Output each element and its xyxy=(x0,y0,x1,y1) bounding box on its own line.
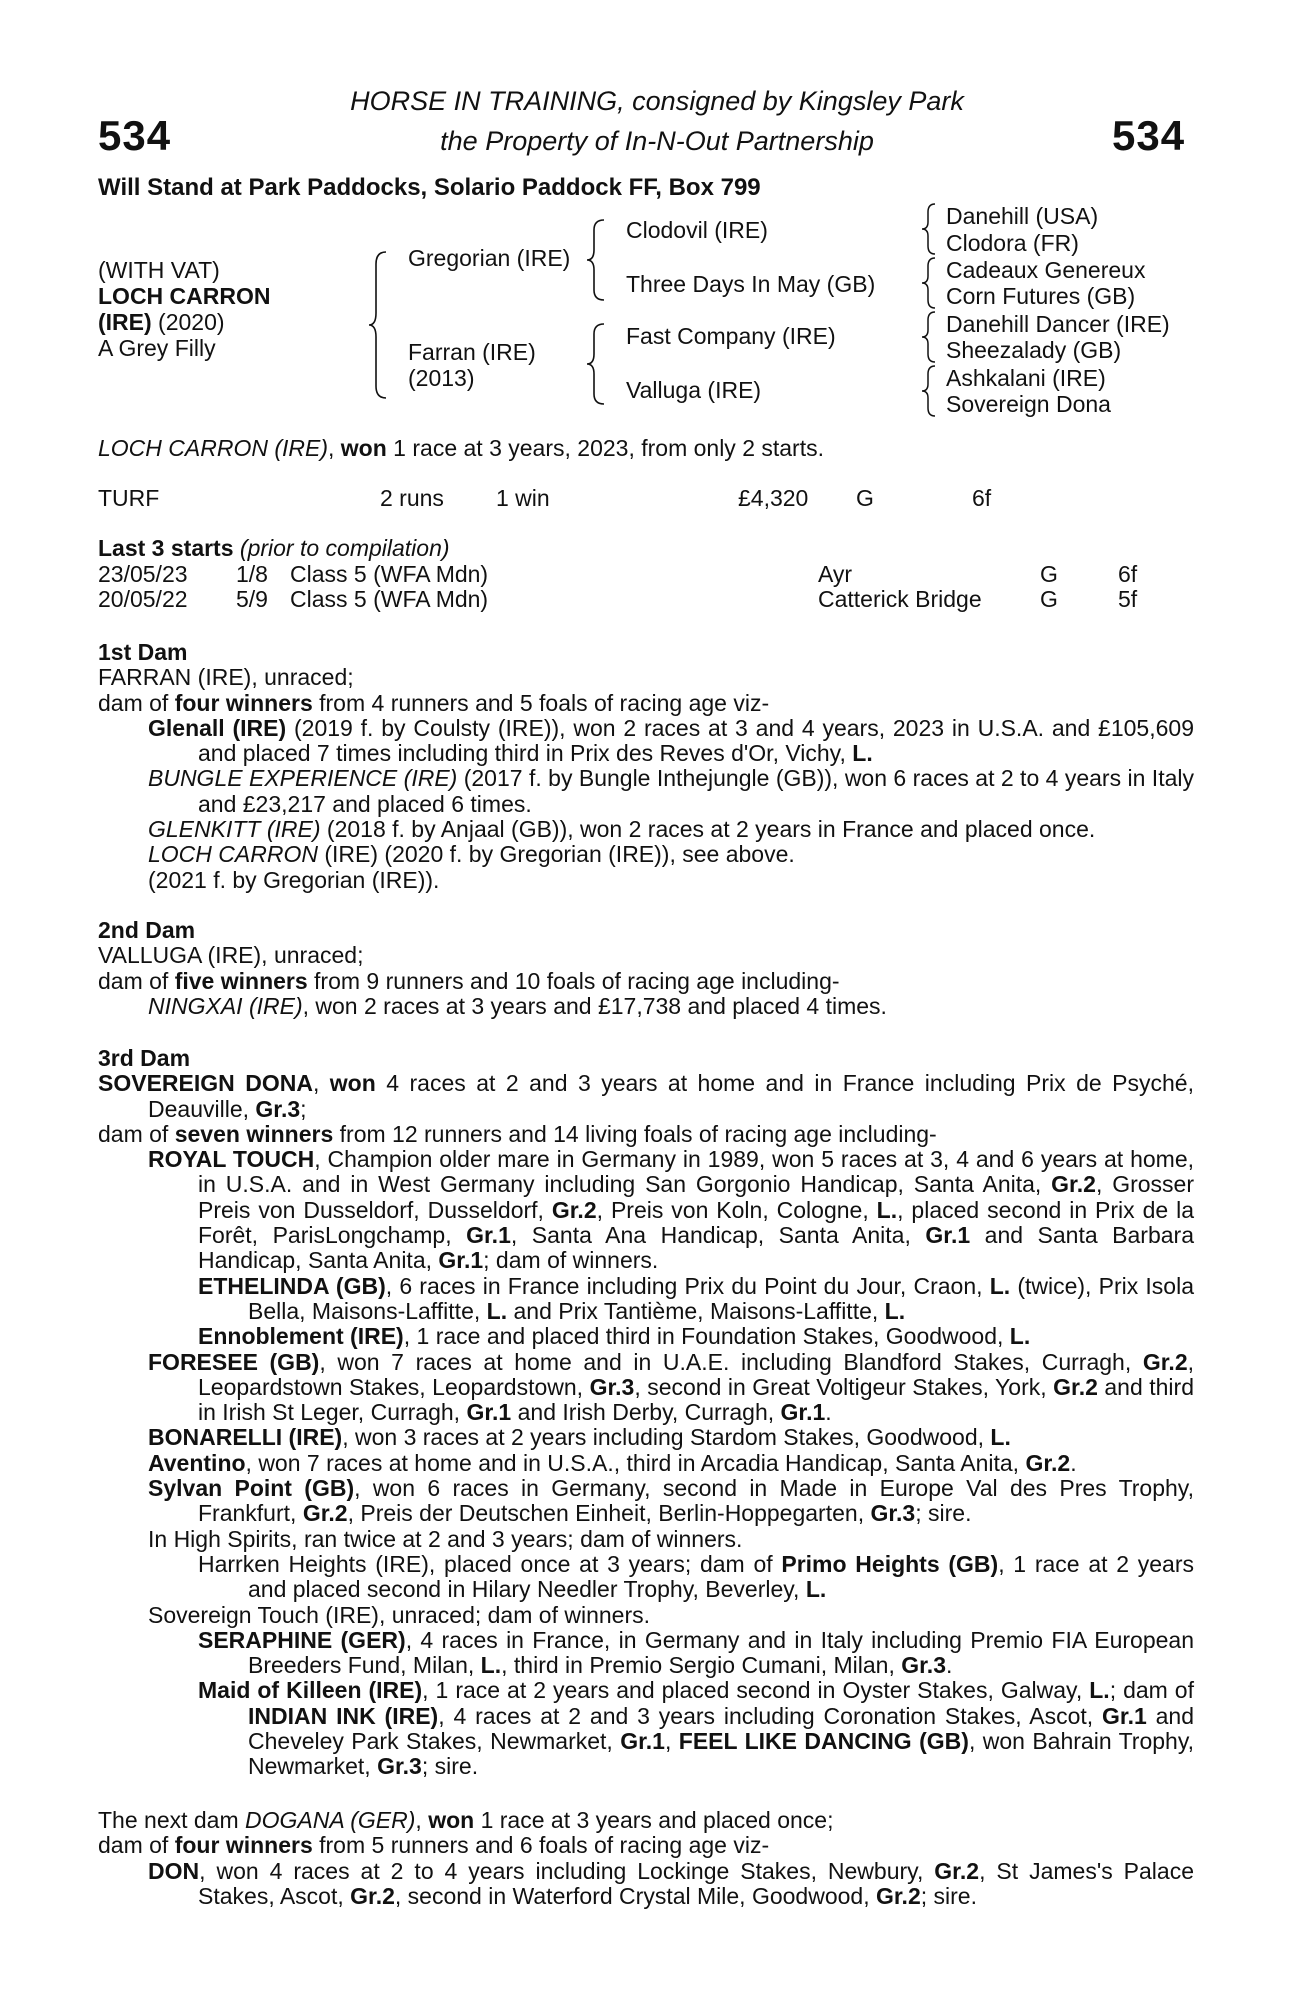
text-fragment: , won 3 races at 2 years including Stardom Stakes, Goodwood, xyxy=(342,1424,991,1451)
last-start-class: Class 5 (WFA Mdn) xyxy=(290,561,489,587)
text-fragment: (2018 f. by Anjaal (GB)), won 2 races at 2 years in France and placed once. xyxy=(320,816,1096,843)
first-dam-heading: 1st Dam xyxy=(98,639,188,665)
text-fragment: , won 4 races at 2 to 4 years including Lockinge Stakes, Newbury, xyxy=(199,1857,935,1884)
text-fragment: Aventino xyxy=(148,1449,246,1476)
first-dam-section xyxy=(98,640,1194,893)
third-dam-line xyxy=(98,1071,1194,1122)
text-fragment: FORESEE (GB) xyxy=(148,1348,320,1375)
text-fragment: from 4 runners and 5 foals of racing age viz- xyxy=(312,689,770,716)
text-fragment: Harrken Heights (IRE), placed once at 3 years; dam of xyxy=(198,1550,782,1577)
text-fragment: L. xyxy=(805,1576,827,1603)
text-fragment: , won 7 races at home and in U.A.E. including Blandford Stakes, Curragh, xyxy=(319,1348,1143,1375)
text-fragment: Gr.2 xyxy=(302,1500,348,1527)
horse-country: (IRE) xyxy=(98,309,152,335)
text-fragment: Glenall (IRE) xyxy=(148,714,287,741)
offspring-don xyxy=(98,1859,1194,1910)
text-fragment: , Champion older mare in Germany in 1989, won 5 races at 3, 4 and 6 years at home, in U.S.A. and in West Germany including San Gorgonio Handicap, Santa Anita, xyxy=(198,1146,1194,1198)
text-fragment: ; dam of winners. xyxy=(483,1247,659,1274)
last-start-pos: 1/8 xyxy=(236,561,268,587)
pedigree-brace-main xyxy=(368,250,390,400)
text-fragment: five winners xyxy=(174,967,308,994)
last-start-dist: 5f xyxy=(1118,586,1138,612)
offspring-glenall xyxy=(98,716,1194,767)
text-fragment: SERAPHINE (GER) xyxy=(198,1626,406,1653)
pedigree-dds: Ashkalani (IRE) xyxy=(946,365,1106,391)
offspring-sovereign-touch: Sovereign Touch (IRE), unraced; dam of winners. xyxy=(148,1601,650,1628)
text-fragment: won xyxy=(329,1070,376,1097)
text-fragment: (2019 f. by Coulsty (IRE)), won 2 races at 3 and 4 years, 2023 in U.S.A. and £105,609 and placed 7 times including third in Prix des Reves d'Or, Vichy, xyxy=(198,714,1194,767)
text-fragment: ; dam of xyxy=(1109,1677,1194,1704)
text-fragment: ; sire. xyxy=(421,1753,479,1780)
text-fragment: , Preis von Koln, Cologne, xyxy=(596,1196,877,1223)
vat-note: (WITH VAT) xyxy=(98,257,220,283)
text-fragment: Gr.1 xyxy=(620,1728,665,1755)
pedigree-sire-sire: Clodovil (IRE) xyxy=(626,217,768,243)
text-fragment: L. xyxy=(852,740,873,767)
pedigree-ddd: Sovereign Dona xyxy=(946,391,1111,417)
pedigree-brace-sire xyxy=(586,218,608,302)
text-fragment: and Santa Barbara Handicap, Santa Anita, xyxy=(198,1222,1195,1274)
third-dam-produce xyxy=(98,1122,1194,1147)
text-fragment: , 6 races in France including Prix du Point du Jour, Craon, xyxy=(385,1272,990,1299)
text-fragment: ; sire. xyxy=(920,1882,977,1909)
text-fragment: , Leopardstown Stakes, Leopardstown, xyxy=(198,1348,1195,1400)
text-fragment: L. xyxy=(1009,1323,1031,1350)
text-fragment: (IRE) (2020 f. by Gregorian (IRE)), see above. xyxy=(317,841,795,868)
text-fragment: Gr.3 xyxy=(589,1373,635,1400)
offspring-ethelinda xyxy=(98,1274,1194,1325)
second-dam-heading: 2nd Dam xyxy=(98,917,196,943)
text-fragment: , xyxy=(664,1728,679,1755)
last-starts-title: Last 3 starts xyxy=(98,535,234,561)
pedigree-sss: Danehill (USA) xyxy=(946,203,1099,229)
offspring-ennoblement xyxy=(98,1324,1194,1349)
text-fragment: , won 2 races at 3 years and £17,738 and placed 4 times. xyxy=(302,992,887,1019)
text-fragment: NINGXAI (IRE) xyxy=(148,992,303,1019)
horse-description: A Grey Filly xyxy=(98,335,216,361)
text-fragment: ROYAL TOUCH xyxy=(148,1146,315,1173)
race-summary: LOCH CARRON (IRE), won 1 race at 3 years, 2023, from only 2 starts. xyxy=(98,435,824,461)
last-start-course: Ayr xyxy=(818,561,853,587)
text-fragment: dam of xyxy=(98,689,175,716)
text-fragment: Gr.1 xyxy=(925,1222,971,1249)
pedigree-dam-dam: Valluga (IRE) xyxy=(626,377,762,403)
next-dam-line xyxy=(98,1808,1194,1833)
text-fragment: GLENKITT (IRE) xyxy=(148,816,321,843)
text-fragment: seven winners xyxy=(174,1120,334,1147)
text-fragment: (2017 f. by Bungle Inthejungle (GB)), won 6 races at 2 to 4 years in Italy and £23,217 and placed 6 times. xyxy=(198,765,1194,817)
text-fragment: and Cheveley Park Stakes, Newmarket, xyxy=(248,1702,1195,1755)
text-fragment: INDIAN INK (IRE) xyxy=(248,1702,439,1729)
record-distance: 6f xyxy=(972,485,992,511)
text-fragment: Gr.3 xyxy=(901,1652,946,1679)
offspring-in-high-spirits: In High Spirits, ran twice at 2 and 3 years; dam of winners. xyxy=(148,1525,743,1552)
last-start-course: Catterick Bridge xyxy=(818,586,982,612)
horse-name: LOCH CARRON xyxy=(98,283,271,309)
text-fragment: BUNGLE EXPERIENCE (IRE) xyxy=(148,765,458,792)
text-fragment: ; xyxy=(300,1095,307,1122)
text-fragment: and Prix Tantième, Maisons-Laffitte, xyxy=(507,1297,885,1324)
text-fragment: 1 race at 3 years and placed once; xyxy=(474,1807,834,1833)
text-fragment: , Preis der Deutschen Einheit, Berlin-Hoppegarten, xyxy=(347,1500,871,1527)
text-fragment: , Grosser Preis von Dusseldorf, Dusseldorf, xyxy=(198,1171,1194,1223)
offspring-bonarelli xyxy=(98,1425,1194,1450)
text-fragment: , xyxy=(312,1070,330,1097)
last-start-date: 20/05/22 xyxy=(98,586,188,612)
pedigree-brace-sd xyxy=(920,256,938,310)
text-fragment: Gr.1 xyxy=(438,1247,484,1274)
last-starts-heading xyxy=(98,536,450,561)
horse-suffix-year xyxy=(98,310,225,335)
text-fragment: won xyxy=(428,1807,475,1833)
text-fragment: Gr.2 xyxy=(1142,1348,1188,1375)
last-start-class: Class 5 (WFA Mdn) xyxy=(290,586,489,612)
text-fragment: Gr.2 xyxy=(1025,1449,1071,1476)
text-fragment: Gr.2 xyxy=(1051,1171,1096,1198)
last-start-pos: 5/9 xyxy=(236,586,268,612)
text-fragment: L. xyxy=(989,1272,1011,1299)
consignor-line: HORSE IN TRAINING, consigned by Kingsley Park xyxy=(350,86,964,116)
text-fragment: , 4 races at 2 and 3 years including Coronation Stakes, Ascot, xyxy=(438,1702,1102,1729)
third-dam-section xyxy=(98,1046,1194,1780)
text-fragment: . xyxy=(825,1399,832,1426)
lot-number-left: 534 xyxy=(98,112,172,159)
offspring-seraphine xyxy=(98,1628,1194,1679)
pedigree-dss: Danehill Dancer (IRE) xyxy=(946,311,1170,337)
pedigree-dam-year: (2013) xyxy=(408,365,475,391)
text-fragment: Maid of Killeen (IRE) xyxy=(198,1677,423,1704)
record-runs: 2 runs xyxy=(380,485,444,511)
text-fragment: L. xyxy=(480,1652,502,1679)
text-fragment: from 5 runners and 6 foals of racing age viz- xyxy=(312,1832,770,1859)
text-fragment: DON xyxy=(148,1857,200,1884)
text-fragment: , St James's Palace Stakes, Ascot, xyxy=(198,1857,1194,1909)
stand-location: Will Stand at Park Paddocks, Solario Paddock FF, Box 799 xyxy=(98,174,761,201)
text-fragment: Gr.3 xyxy=(377,1753,422,1780)
text-fragment: FEEL LIKE DANCING (GB) xyxy=(678,1728,969,1755)
offspring-harrken-heights xyxy=(98,1552,1194,1603)
pedigree-brace-dam xyxy=(586,322,608,406)
record-going: G xyxy=(856,485,874,511)
second-dam-produce xyxy=(98,969,1194,994)
text-fragment: dam of xyxy=(98,1832,175,1859)
horse-year: (2020) xyxy=(151,309,225,335)
text-fragment: Gr.2 xyxy=(350,1882,395,1909)
offspring-2021: (2021 f. by Gregorian (IRE)). xyxy=(148,866,440,893)
last-starts-note: (prior to compilation) xyxy=(233,535,450,561)
record-wins: 1 win xyxy=(496,485,550,511)
text-fragment: ; sire. xyxy=(915,1500,972,1527)
text-fragment: Gr.1 xyxy=(780,1399,826,1426)
offspring-ningxai xyxy=(98,994,1194,1019)
text-fragment: , 4 races in France, in Germany and in Italy including Premio FIA European Breeders Fund, Milan, xyxy=(248,1626,1194,1679)
lot-number-right: 534 xyxy=(1112,112,1186,159)
text-fragment: Gr.1 xyxy=(466,1399,512,1426)
pedigree-dam: Farran (IRE) xyxy=(408,339,536,365)
text-fragment: ETHELINDA (GB) xyxy=(198,1272,386,1299)
text-fragment: L. xyxy=(876,1196,898,1223)
pedigree-brace-ss xyxy=(920,202,938,256)
text-fragment: Ennoblement (IRE) xyxy=(198,1323,404,1350)
pedigree-ssd: Clodora (FR) xyxy=(946,230,1079,256)
pedigree-sire: Gregorian (IRE) xyxy=(408,245,571,271)
text-fragment: Gr.1 xyxy=(1102,1702,1147,1729)
first-dam-line: FARRAN (IRE), unraced; xyxy=(98,664,354,691)
record-surface: TURF xyxy=(98,485,160,511)
summary-horse: LOCH CARRON (IRE) xyxy=(98,435,329,461)
text-fragment: from 12 runners and 14 living foals of racing age including- xyxy=(333,1120,937,1147)
last-start-going: G xyxy=(1040,561,1058,587)
summary-won: won xyxy=(340,435,387,461)
offspring-aventino xyxy=(98,1451,1194,1476)
last-start-dist: 6f xyxy=(1118,561,1138,587)
text-fragment: SOVEREIGN DONA xyxy=(98,1070,313,1097)
offspring-loch-carron xyxy=(98,842,1194,867)
text-fragment: Gr.1 xyxy=(466,1222,511,1249)
pedigree-dsd: Sheezalady (GB) xyxy=(946,337,1122,363)
text-fragment: , won 7 races at home and in U.S.A., third in Arcadia Handicap, Santa Anita, xyxy=(245,1449,1026,1476)
text-fragment: and Irish Derby, Curragh, xyxy=(511,1399,781,1426)
first-dam-produce xyxy=(98,691,1194,716)
property-line: the Property of In-N-Out Partnership xyxy=(440,126,874,156)
text-fragment: , Santa Ana Handicap, Santa Anita, xyxy=(510,1222,926,1249)
text-fragment: Primo Heights (GB) xyxy=(781,1550,999,1577)
text-fragment: The next dam xyxy=(98,1807,246,1833)
text-fragment: , second in Great Voltigeur Stakes, York, xyxy=(634,1373,1054,1400)
text-fragment: four winners xyxy=(174,689,313,716)
text-fragment: dam of xyxy=(98,1120,175,1147)
text-fragment: from 9 runners and 10 foals of racing age including- xyxy=(307,967,840,994)
text-fragment: Gr.3 xyxy=(255,1095,301,1122)
last-start-going: G xyxy=(1040,586,1058,612)
text-fragment: , second in Waterford Crystal Mile, Goodwood, xyxy=(394,1882,876,1909)
pedigree-sire-dam: Three Days In May (GB) xyxy=(626,271,876,297)
text-fragment: (twice), Prix Isola Bella, Maisons-Laffitte, xyxy=(248,1272,1194,1324)
offspring-foresee xyxy=(98,1350,1194,1426)
second-dam-section xyxy=(98,918,1194,1019)
text-fragment: LOCH CARRON xyxy=(148,841,318,868)
pedigree-brace-ds xyxy=(920,310,938,364)
text-fragment: BONARELLI (IRE) xyxy=(148,1424,343,1451)
text-fragment: L. xyxy=(486,1297,508,1324)
text-fragment: , xyxy=(415,1807,429,1833)
text-fragment: Gr.2 xyxy=(875,1882,921,1909)
record-prize: £4,320 xyxy=(738,485,809,511)
text-fragment: dam of xyxy=(98,967,175,994)
text-fragment: and third in Irish St Leger, Curragh, xyxy=(198,1373,1194,1426)
text-fragment: Sylvan Point (GB) xyxy=(148,1475,355,1502)
text-fragment: L. xyxy=(990,1424,1011,1451)
offspring-maid-of-killeen xyxy=(98,1678,1194,1779)
text-fragment: , 1 race at 2 years and placed second in Oyster Stakes, Galway, xyxy=(422,1677,1090,1704)
text-fragment: Gr.2 xyxy=(934,1857,980,1884)
text-fragment: Gr.2 xyxy=(1053,1373,1098,1400)
offspring-glenkitt xyxy=(98,817,1194,842)
second-dam-line: VALLUGA (IRE), unraced; xyxy=(98,942,364,969)
text-fragment: Gr.2 xyxy=(551,1196,597,1223)
text-fragment: L. xyxy=(884,1297,906,1324)
pedigree-sdd: Corn Futures (GB) xyxy=(946,283,1136,309)
offspring-royal-touch xyxy=(98,1147,1194,1273)
next-dam-produce xyxy=(98,1833,1194,1858)
text-fragment: 4 races at 2 and 3 years at home and in France including Prix de Psyché, Deauville, xyxy=(148,1070,1194,1122)
text-fragment: , won 6 races in Germany, second in Made in Europe Val des Pres Trophy, Frankfurt, xyxy=(198,1475,1194,1527)
text-fragment: four winners xyxy=(174,1832,313,1859)
summary-rest: 1 race at 3 years, 2023, from only 2 starts. xyxy=(386,435,824,461)
text-fragment: Gr.3 xyxy=(870,1500,916,1527)
text-fragment: , won Bahrain Trophy, Newmarket, xyxy=(248,1728,1195,1780)
text-fragment: DOGANA (GER) xyxy=(245,1807,416,1833)
next-dam-section xyxy=(98,1808,1194,1909)
text-fragment: . xyxy=(946,1652,953,1679)
pedigree-dam-sire: Fast Company (IRE) xyxy=(626,323,836,349)
offspring-bungle xyxy=(98,766,1194,817)
third-dam-heading: 3rd Dam xyxy=(98,1045,191,1071)
offspring-sylvan-point xyxy=(98,1476,1194,1527)
pedigree-brace-dd xyxy=(920,364,938,418)
text-fragment: , third in Premio Sergio Cumani, Milan, xyxy=(501,1652,902,1679)
text-fragment: . xyxy=(1070,1449,1077,1476)
text-fragment: , placed second in Prix de la Forêt, ParisLongchamp, xyxy=(198,1196,1194,1249)
text-fragment: , 1 race and placed third in Foundation Stakes, Goodwood, xyxy=(403,1323,1010,1350)
text-fragment: L. xyxy=(1089,1677,1110,1704)
pedigree-sds: Cadeaux Genereux xyxy=(946,257,1146,283)
last-start-date: 23/05/23 xyxy=(98,561,188,587)
text-fragment: , 1 race at 2 years and placed second in Hilary Needler Trophy, Beverley, xyxy=(248,1550,1195,1603)
